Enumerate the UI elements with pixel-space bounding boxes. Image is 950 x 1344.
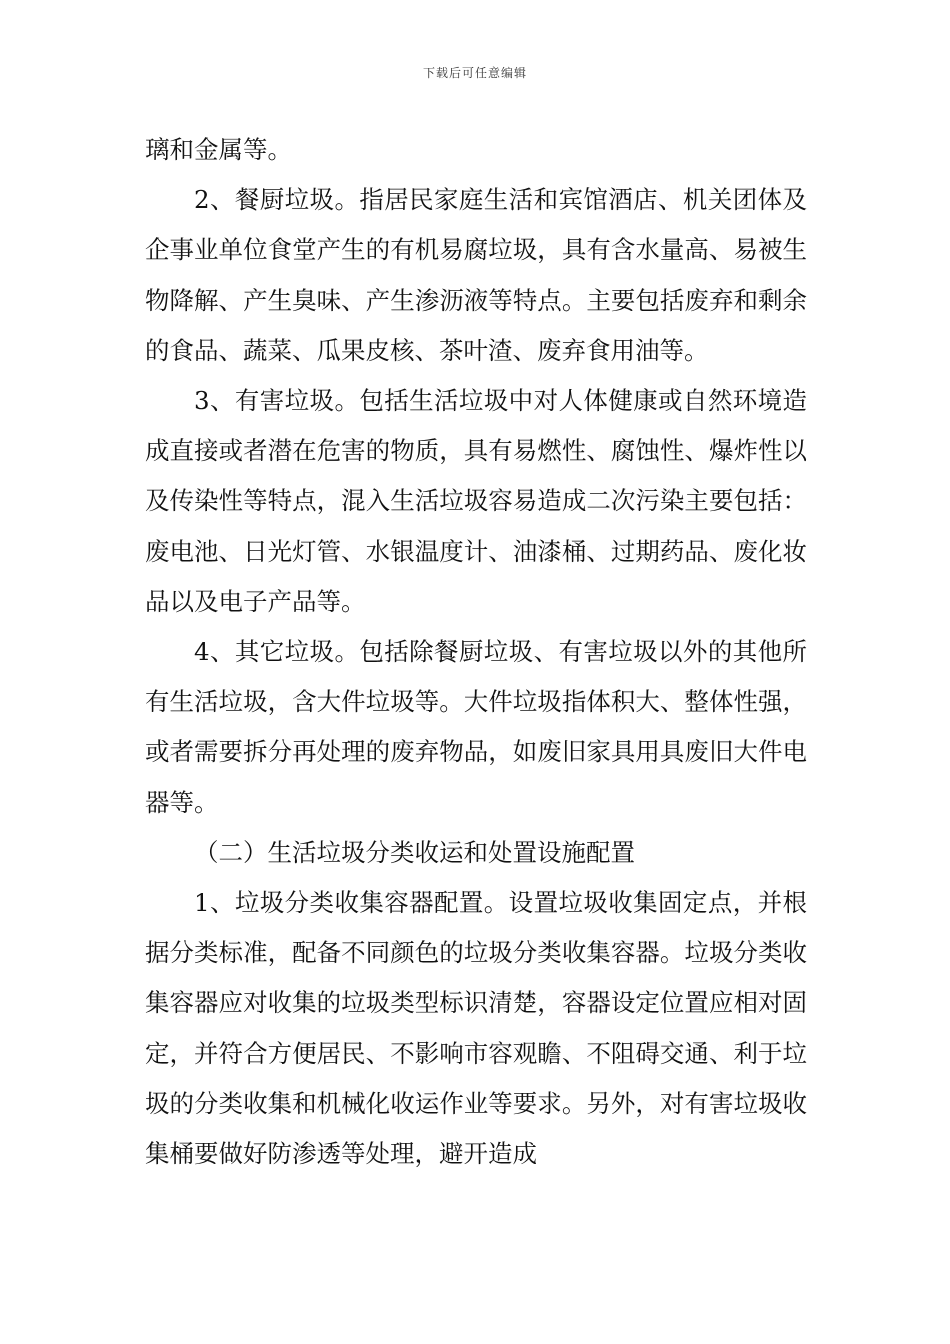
paragraph-continuation: 璃和金属等。 [145,135,292,164]
page-header: 下载后可任意编辑 [422,66,527,80]
document-body [145,125,807,1179]
paragraph-container-config: 1、垃圾分类收集容器配置。设置垃圾收集固定点，并根据分类标准，配备不同颜色的垃圾分类收集容器。垃圾分类收集容器应对收集的垃圾类型标识清楚，容器设定位置应相对固定，并符合方便居民、不影响市容观瞻、不阻碍交通、利于垃圾的分类收集和机械化收运作业等要求。另外，对有害垃圾收集桶要做好防渗透等处理，避开造成 [145,888,807,1169]
paragraph-other-waste: 4、其它垃圾。包括除餐厨垃圾、有害垃圾以外的其他所有生活垃圾，含大件垃圾等。大件垃圾指体积大、整体性强，或者需要拆分再处理的废弃物品，如废旧家具用具废旧大件电器等。 [145,637,807,817]
section-heading: （二）生活垃圾分类收运和处置设施配置 [194,837,635,867]
paragraph-kitchen-waste: 2、餐厨垃圾。指居民家庭生活和宾馆酒店、机关团体及企事业单位食堂产生的有机易腐垃圾，具有含水量高、易被生物降解、产生臭味、产生渗沥液等特点。主要包括废弃和剩余的食品、蔬菜、瓜果皮核、茶叶渣、废弃食用油等。 [145,185,807,365]
paragraph-hazardous-waste: 3、有害垃圾。包括生活垃圾中对人体健康或自然环境造成直接或者潜在危害的物质，具有易燃性、腐蚀性、爆炸性以及传染性等特点，混入生活垃圾容易造成二次污染主要包括：废电池、日光灯管、水银温度计、油漆桶、过期药品、废化妆品以及电子产品等。 [145,386,807,616]
